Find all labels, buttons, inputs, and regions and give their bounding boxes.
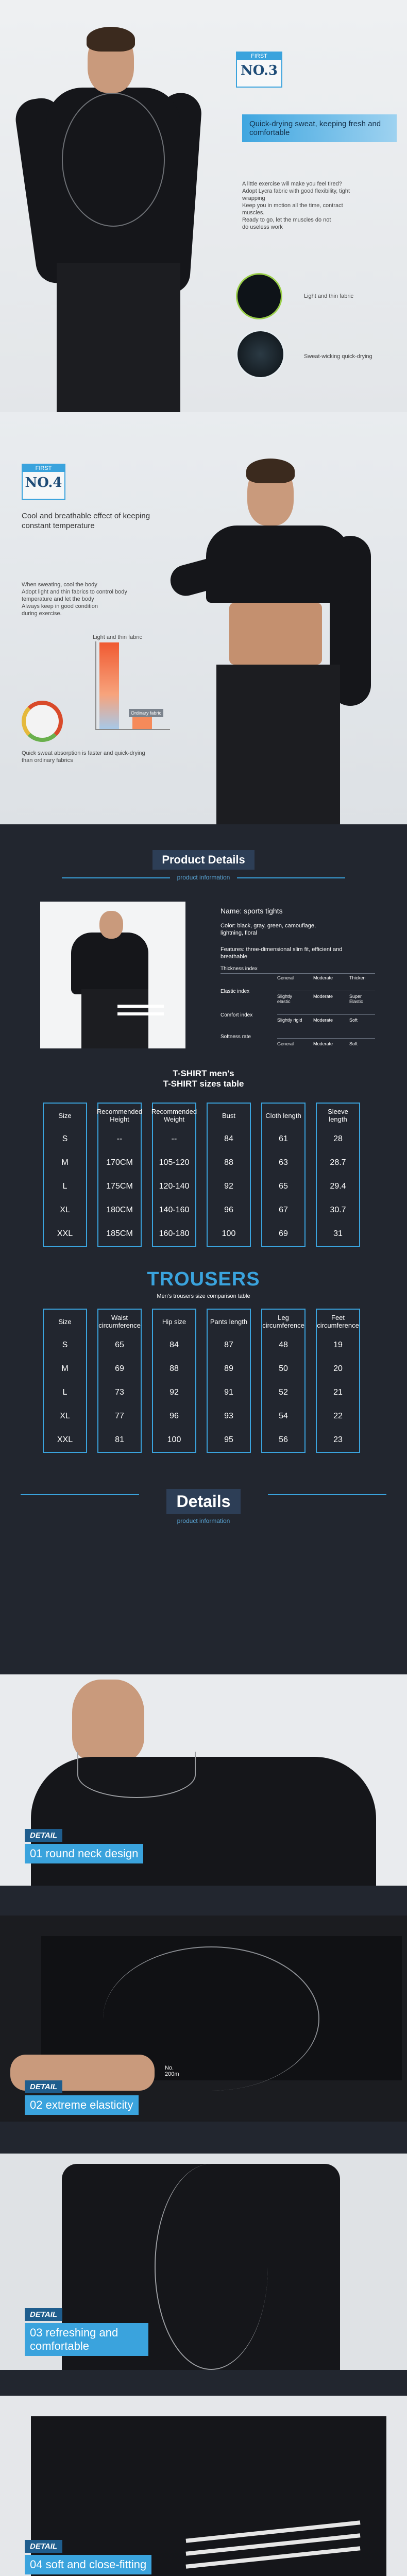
detail-tag-4 bbox=[25, 2540, 151, 2574]
column-header: Hip size bbox=[162, 1317, 186, 1326]
table-cell: 87 bbox=[224, 1341, 233, 1349]
index-label: Softness rate bbox=[221, 1034, 251, 1040]
column-header: Bust bbox=[222, 1111, 235, 1120]
size-column bbox=[97, 1103, 142, 1247]
index-row bbox=[221, 1008, 385, 1032]
feature-1-label: Light and thin fabric bbox=[304, 293, 354, 299]
table-cell: -- bbox=[116, 1134, 123, 1143]
table-cell: 89 bbox=[224, 1364, 233, 1373]
table-cell: L bbox=[62, 1182, 67, 1191]
table-cell: 185CM bbox=[106, 1229, 133, 1238]
detail-tag-2 bbox=[25, 2080, 139, 2115]
table-cell: 73 bbox=[115, 1388, 124, 1397]
tag-first-label: FIRST bbox=[23, 465, 64, 472]
tshirt-size-table bbox=[43, 1103, 372, 1252]
footnote: Quick sweat absorption is faster and quick-drying than ordinary fabrics bbox=[22, 750, 145, 764]
table-cell: 170CM bbox=[106, 1158, 133, 1167]
fabric-sweat-icon bbox=[236, 330, 285, 379]
intro-line: Adopt Lycra fabric with good flexibility, tight bbox=[242, 188, 350, 194]
detail-label: DETAIL bbox=[25, 2080, 62, 2093]
table-cell: 120-140 bbox=[159, 1182, 190, 1191]
table-cell: 30.7 bbox=[330, 1206, 346, 1214]
column-header: Sleeve length bbox=[328, 1108, 348, 1123]
table-cell: 93 bbox=[224, 1412, 233, 1420]
desc-line: Always keep in good condition bbox=[22, 603, 98, 609]
index-opt: Soft bbox=[349, 1041, 358, 1046]
table-cell: 65 bbox=[279, 1182, 288, 1191]
detail-tag-3 bbox=[25, 2308, 148, 2356]
trousers-subtitle: Men's trousers size comparison table bbox=[157, 1293, 250, 1299]
size-column bbox=[261, 1309, 306, 1453]
divider-left bbox=[21, 1494, 139, 1495]
tag-no4 bbox=[22, 464, 65, 500]
product-features: Features: three-dimensional slim fit, efficient and breathable bbox=[221, 946, 343, 960]
index-opt: Thicken bbox=[349, 975, 366, 980]
size-column bbox=[207, 1309, 251, 1453]
column-header: Pants length bbox=[210, 1317, 248, 1326]
table-cell: 61 bbox=[279, 1134, 288, 1143]
desc-line: temperature and let the body bbox=[22, 596, 94, 602]
breathable-desc bbox=[22, 581, 156, 617]
detail-label: DETAIL bbox=[25, 2308, 62, 2321]
table-cell: 48 bbox=[279, 1341, 288, 1349]
table-cell: 28.7 bbox=[330, 1158, 346, 1167]
intro-line: wrapping bbox=[242, 195, 265, 201]
stretch-note: No. 200m bbox=[165, 2065, 179, 2077]
index-opt: General bbox=[277, 975, 294, 980]
table-cell: 69 bbox=[279, 1229, 288, 1238]
table-cell: 88 bbox=[169, 1364, 179, 1373]
product-info-panel bbox=[221, 907, 375, 968]
table-cell: 92 bbox=[224, 1182, 233, 1191]
trousers-title: TROUSERS bbox=[147, 1268, 260, 1290]
detail-card-1 bbox=[0, 1674, 407, 1886]
index-opt: Moderate bbox=[313, 1018, 333, 1023]
table-cell: 105-120 bbox=[159, 1158, 190, 1167]
table-cell: 100 bbox=[222, 1229, 236, 1238]
index-label: Elastic index bbox=[221, 989, 250, 994]
size-column bbox=[152, 1309, 196, 1453]
table-cell: 96 bbox=[169, 1412, 179, 1420]
divider-right bbox=[237, 877, 345, 878]
table-cell: S bbox=[62, 1134, 68, 1143]
detail-text: 04 soft and close-fitting bbox=[25, 2555, 151, 2574]
chart-baseline bbox=[95, 729, 170, 730]
intro-line: Ready to go, let the muscles do not bbox=[242, 217, 331, 223]
table-cell: 91 bbox=[224, 1388, 233, 1397]
table-cell: 50 bbox=[279, 1364, 288, 1373]
index-opt: General bbox=[277, 1041, 294, 1046]
size-column bbox=[43, 1309, 87, 1453]
tag-no-label: NO.3 bbox=[240, 63, 278, 78]
index-scale-list bbox=[221, 966, 385, 1050]
index-row bbox=[221, 1032, 385, 1050]
table-cell: 65 bbox=[115, 1341, 124, 1349]
table-cell: 54 bbox=[279, 1412, 288, 1420]
bar-light-fabric bbox=[99, 642, 119, 729]
index-opt: Soft bbox=[349, 1018, 358, 1023]
bar1-label: Light and thin fabric bbox=[93, 634, 143, 640]
intro-line: Keep you in motion all the time, contract bbox=[242, 202, 343, 209]
index-row bbox=[221, 966, 385, 985]
details-title-text: Details bbox=[166, 1489, 241, 1514]
product-details-subtitle: product information bbox=[177, 874, 230, 881]
size-column bbox=[207, 1103, 251, 1247]
details-subtitle: product information bbox=[177, 1517, 230, 1524]
product-title-text: Product Details bbox=[152, 850, 254, 870]
table-cell: XL bbox=[60, 1412, 70, 1420]
desc-line: Adopt light and thin fabrics to control body bbox=[22, 589, 127, 595]
column-header: Feet circumference bbox=[317, 1314, 359, 1329]
detail-label: DETAIL bbox=[25, 1829, 62, 1842]
table-cell: 95 bbox=[224, 1435, 233, 1444]
table-cell: M bbox=[61, 1158, 69, 1167]
feature-section-quick-dry bbox=[0, 0, 407, 412]
detail-text: 03 refreshing and comfortable bbox=[25, 2323, 148, 2356]
tag-no3 bbox=[236, 52, 282, 88]
table-cell: XXL bbox=[57, 1229, 73, 1238]
desc-line: during exercise. bbox=[22, 611, 62, 617]
size-column bbox=[316, 1309, 360, 1453]
bar-ordinary-fabric bbox=[132, 716, 152, 729]
bar2-label: Ordinary fabric bbox=[129, 709, 163, 717]
intro-line: do useless work bbox=[242, 224, 283, 230]
size-column bbox=[97, 1309, 142, 1453]
tag-no-label: NO.4 bbox=[25, 475, 62, 490]
index-opt: Slightly rigid bbox=[277, 1018, 302, 1023]
table-cell: 84 bbox=[224, 1134, 233, 1143]
intro-line: muscles. bbox=[242, 210, 265, 216]
index-opt: Moderate bbox=[313, 994, 333, 999]
size-column bbox=[152, 1103, 196, 1247]
tag-first-label: FIRST bbox=[237, 53, 281, 60]
tshirt-title-line2: T-SHIRT sizes table bbox=[163, 1079, 244, 1089]
product-details-section bbox=[0, 824, 407, 1674]
column-header: Size bbox=[58, 1111, 72, 1120]
divider-right bbox=[268, 1494, 386, 1495]
index-opt: Moderate bbox=[313, 1041, 333, 1046]
fabric-thin-icon bbox=[236, 273, 282, 319]
tshirt-title-line1: T-SHIRT men's bbox=[173, 1069, 234, 1078]
table-cell: 29.4 bbox=[330, 1182, 346, 1191]
table-cell: 56 bbox=[279, 1435, 288, 1444]
table-cell: 100 bbox=[167, 1435, 181, 1444]
intro-line: A little exercise will make you feel tired? bbox=[242, 181, 342, 187]
table-cell: 28 bbox=[333, 1134, 343, 1143]
table-cell: 23 bbox=[333, 1435, 343, 1444]
table-cell: 175CM bbox=[106, 1182, 133, 1191]
table-cell: 63 bbox=[279, 1158, 288, 1167]
size-column bbox=[316, 1103, 360, 1247]
divider-left bbox=[62, 877, 170, 878]
table-cell: S bbox=[62, 1341, 68, 1349]
detail-card-2 bbox=[0, 1916, 407, 2122]
detail-text: 02 extreme elasticity bbox=[25, 2095, 139, 2115]
product-color: Color: black, gray, green, camouflage, lightning, floral bbox=[221, 923, 316, 936]
breathable-headline: Cool and breathable effect of keeping constant temperature bbox=[22, 512, 150, 530]
headline-pill: Quick-drying sweat, keeping fresh and comfortable bbox=[242, 114, 397, 142]
column-header: Size bbox=[58, 1317, 72, 1326]
table-cell: 20 bbox=[333, 1364, 343, 1373]
table-cell: -- bbox=[171, 1134, 177, 1143]
table-cell: 96 bbox=[224, 1206, 233, 1214]
table-cell: 140-160 bbox=[159, 1206, 190, 1214]
desc-line: When sweating, cool the body bbox=[22, 582, 97, 588]
table-cell: 22 bbox=[333, 1412, 343, 1420]
table-cell: 67 bbox=[279, 1206, 288, 1214]
table-cell: XL bbox=[60, 1206, 70, 1214]
table-cell: 21 bbox=[333, 1388, 343, 1397]
trousers-size-table bbox=[43, 1309, 372, 1458]
detail-card-4 bbox=[0, 2396, 407, 2576]
table-cell: L bbox=[62, 1388, 67, 1397]
detail-text: 01 round neck design bbox=[25, 1844, 143, 1863]
table-cell: 92 bbox=[169, 1388, 179, 1397]
column-header: Recommended Height bbox=[96, 1108, 143, 1123]
tshirt-title bbox=[0, 1069, 407, 1089]
column-header: Cloth length bbox=[265, 1111, 301, 1120]
feature-2-label: Sweat-wicking quick-drying bbox=[304, 353, 372, 360]
index-opt: Slightly elastic bbox=[277, 994, 293, 1004]
index-opt: Super Elastic bbox=[349, 994, 363, 1004]
chart-axis bbox=[95, 641, 96, 729]
table-cell: 69 bbox=[115, 1364, 124, 1373]
index-opt: Moderate bbox=[313, 975, 333, 980]
abs bbox=[229, 603, 322, 665]
column-header: Waist circumference bbox=[98, 1314, 141, 1329]
details-section bbox=[0, 1674, 407, 2576]
table-cell: XXL bbox=[57, 1435, 73, 1444]
table-cell: 52 bbox=[279, 1388, 288, 1397]
index-label: Thickness index bbox=[221, 966, 258, 972]
size-column bbox=[261, 1103, 306, 1247]
intro-text bbox=[242, 180, 376, 231]
detail-label: DETAIL bbox=[25, 2540, 62, 2553]
product-name: Name: sports tights bbox=[221, 907, 283, 915]
table-cell: 84 bbox=[169, 1341, 179, 1349]
table-cell: 31 bbox=[333, 1229, 343, 1238]
details-title bbox=[0, 1489, 407, 1514]
detail-tag-1 bbox=[25, 1829, 143, 1863]
product-details-title bbox=[0, 850, 407, 870]
table-cell: 160-180 bbox=[159, 1229, 190, 1238]
size-column bbox=[43, 1103, 87, 1247]
table-cell: 77 bbox=[115, 1412, 124, 1420]
column-header: Recommended Weight bbox=[151, 1108, 197, 1123]
table-cell: 19 bbox=[333, 1341, 343, 1349]
feature-section-breathable bbox=[0, 412, 407, 824]
model-photo-2 bbox=[170, 433, 392, 824]
model-photo-1 bbox=[10, 15, 227, 412]
table-cell: 180CM bbox=[106, 1206, 133, 1214]
product-photo bbox=[40, 902, 185, 1048]
table-cell: M bbox=[61, 1364, 69, 1373]
table-cell: 88 bbox=[224, 1158, 233, 1167]
detail-card-3 bbox=[0, 2154, 407, 2370]
gauge-icon bbox=[22, 701, 63, 742]
column-header: Leg circumference bbox=[262, 1314, 304, 1329]
index-row bbox=[221, 985, 385, 1008]
index-label: Comfort index bbox=[221, 1012, 253, 1018]
table-cell: 81 bbox=[115, 1435, 124, 1444]
